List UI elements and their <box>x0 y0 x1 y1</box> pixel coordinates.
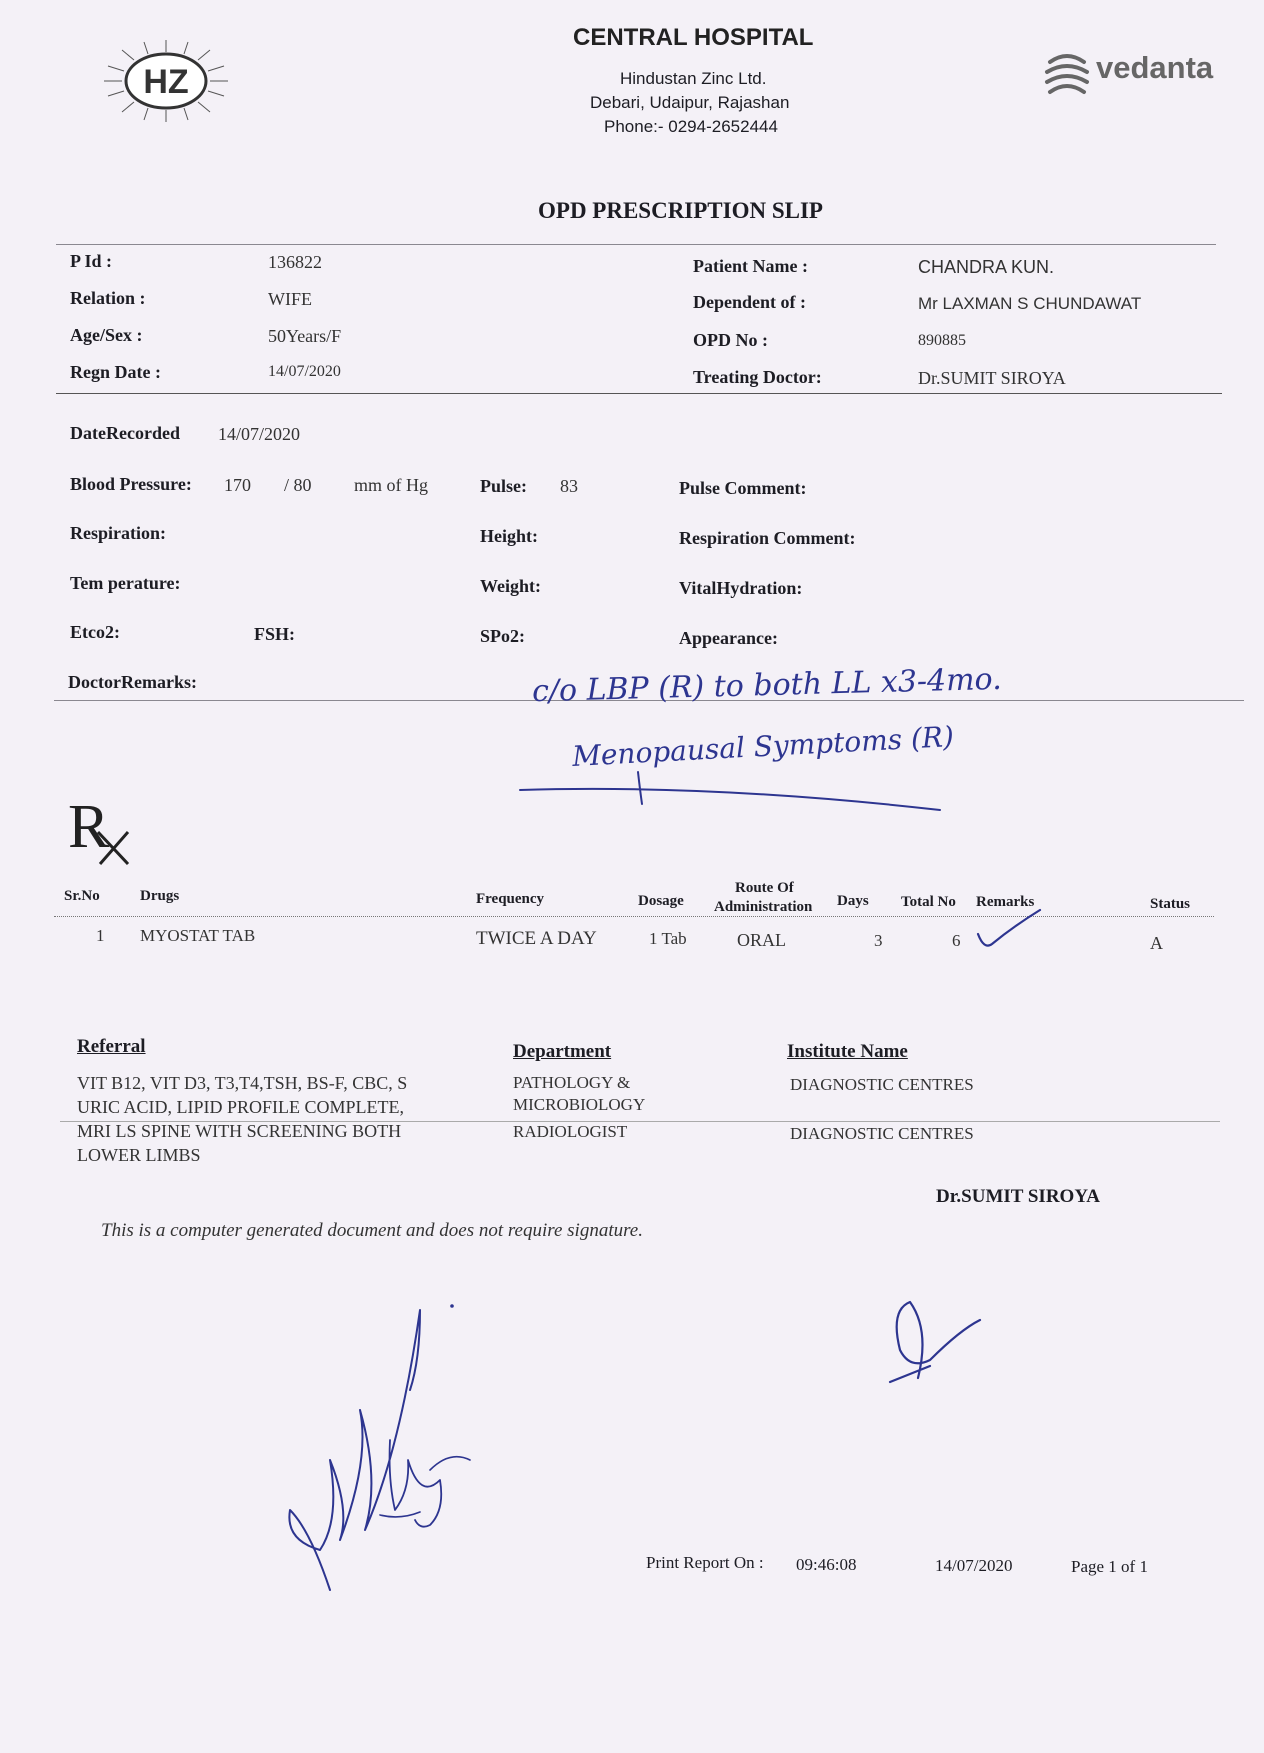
etco2-label: Etco2: <box>70 622 120 642</box>
respiration-label: Respiration: <box>70 523 166 543</box>
vedanta-logo-text: vedanta <box>1096 50 1214 85</box>
hospital-name: CENTRAL HOSPITAL <box>573 24 814 51</box>
regn-date-value: 14/07/2020 <box>268 363 341 380</box>
col-days: Days <box>837 893 869 909</box>
address-line-2: Debari, Udaipur, Rajashan <box>590 93 790 112</box>
fsh-label: FSH: <box>254 624 296 644</box>
col-dosage: Dosage <box>638 893 684 909</box>
height-label: Height: <box>480 526 538 546</box>
dependent-label: Dependent of : <box>693 292 806 312</box>
page-number: Page 1 of 1 <box>1071 1557 1148 1576</box>
slip-title: OPD PRESCRIPTION SLIP <box>538 198 823 223</box>
referral-test-2b: LOWER LIMBS <box>77 1145 201 1165</box>
referral-institute-1: DIAGNOSTIC CENTRES <box>790 1075 974 1094</box>
vedanta-logo <box>1042 48 1212 106</box>
treating-doctor-value: Dr.SUMIT SIROYA <box>918 368 1066 388</box>
relation-label: Relation : <box>70 288 146 308</box>
pulse-comment-label: Pulse Comment: <box>679 478 807 498</box>
referral-header: Referral <box>77 1036 146 1057</box>
print-time: 09:46:08 <box>796 1555 857 1574</box>
bp-systolic: 170 <box>224 475 251 495</box>
row-srno: 1 <box>96 926 105 945</box>
col-frequency: Frequency <box>476 891 545 907</box>
print-label: Print Report On : <box>646 1553 764 1572</box>
computer-generated-note: This is a computer generated document and does not require signature. <box>101 1220 643 1241</box>
row-status: A <box>1150 933 1163 953</box>
print-date: 14/07/2020 <box>935 1556 1013 1575</box>
spo2-label: SPo2: <box>480 626 525 646</box>
col-srno: Sr.No <box>64 888 100 904</box>
date-recorded-value: 14/07/2020 <box>218 424 301 444</box>
referral-dept-2: RADIOLOGIST <box>513 1122 628 1141</box>
opd-no-value: 890885 <box>918 332 966 349</box>
regn-date-label: Regn Date : <box>70 362 161 382</box>
hz-logo-text: HZ <box>143 63 189 101</box>
handwritten-underline <box>510 770 950 820</box>
col-remarks: Remarks <box>976 894 1035 910</box>
pid-label: P Id : <box>70 251 113 271</box>
hz-logo <box>100 38 232 124</box>
bp-diastolic: / 80 <box>284 475 312 495</box>
rx-symbol <box>68 792 132 868</box>
department-header: Department <box>513 1041 612 1062</box>
respiration-comment-label: Respiration Comment: <box>679 528 856 548</box>
pulse-label: Pulse: <box>480 476 527 496</box>
patient-name-label: Patient Name : <box>693 256 808 276</box>
referral-institute-2: DIAGNOSTIC CENTRES <box>790 1124 974 1143</box>
patient-name-value: CHANDRA KUN. <box>918 257 1055 277</box>
relation-value: WIFE <box>268 289 312 309</box>
handwritten-remarks-line-2: Menopausal Symptoms (R) <box>571 720 955 773</box>
agesex-value: 50Years/F <box>268 326 342 346</box>
signature-right <box>870 1290 990 1390</box>
col-route-1: Route Of <box>735 880 794 896</box>
bp-unit: mm of Hg <box>354 475 428 495</box>
pid-value: 136822 <box>268 252 322 272</box>
referral-test-1b: URIC ACID, LIPID PROFILE COMPLETE, <box>77 1097 405 1117</box>
agesex-label: Age/Sex : <box>70 325 143 345</box>
row-total: 6 <box>952 931 961 950</box>
row-dosage: 1 Tab <box>649 929 687 948</box>
referral-dept-1b: MICROBIOLOGY <box>513 1095 646 1114</box>
row-frequency: TWICE A DAY <box>476 928 597 949</box>
handwritten-remarks-line-1: c/o LBP (R) to both LL x3-4mo. <box>531 661 1003 710</box>
col-route-2: Administration <box>714 899 813 915</box>
vital-hydration-label: VitalHydration: <box>679 578 803 598</box>
footer-doctor-name: Dr.SUMIT SIROYA <box>936 1186 1101 1207</box>
signature-left <box>270 1280 490 1600</box>
doctor-remarks-label: DoctorRemarks: <box>68 672 197 692</box>
treating-doctor-label: Treating Doctor: <box>693 367 822 387</box>
col-drugs: Drugs <box>140 888 180 904</box>
referral-test-1a: VIT B12, VIT D3, T3,T4,TSH, BS-F, CBC, S <box>77 1073 408 1093</box>
col-status: Status <box>1150 896 1191 912</box>
weight-label: Weight: <box>480 576 541 596</box>
dependent-value: Mr LAXMAN S CHUNDAWAT <box>918 294 1142 313</box>
institute-header: Institute Name <box>787 1041 908 1062</box>
date-recorded-label: DateRecorded <box>70 423 180 443</box>
tick-mark <box>974 906 1044 954</box>
rx-letter: R <box>68 793 110 861</box>
opd-no-label: OPD No : <box>693 330 768 350</box>
col-total: Total No <box>901 894 956 910</box>
temperature-label: Tem perature: <box>70 573 181 593</box>
appearance-label: Appearance: <box>679 628 778 648</box>
referral-test-2a: MRI LS SPINE WITH SCREENING BOTH <box>77 1121 402 1141</box>
bp-label: Blood Pressure: <box>70 474 192 494</box>
referral-dept-1a: PATHOLOGY & <box>513 1073 631 1092</box>
address-line-1: Hindustan Zinc Ltd. <box>620 69 767 88</box>
pulse-value: 83 <box>560 476 578 496</box>
row-route: ORAL <box>737 930 786 950</box>
row-drug: MYOSTAT TAB <box>140 926 256 945</box>
phone: Phone:- 0294-2652444 <box>604 117 778 136</box>
row-days: 3 <box>874 931 883 950</box>
